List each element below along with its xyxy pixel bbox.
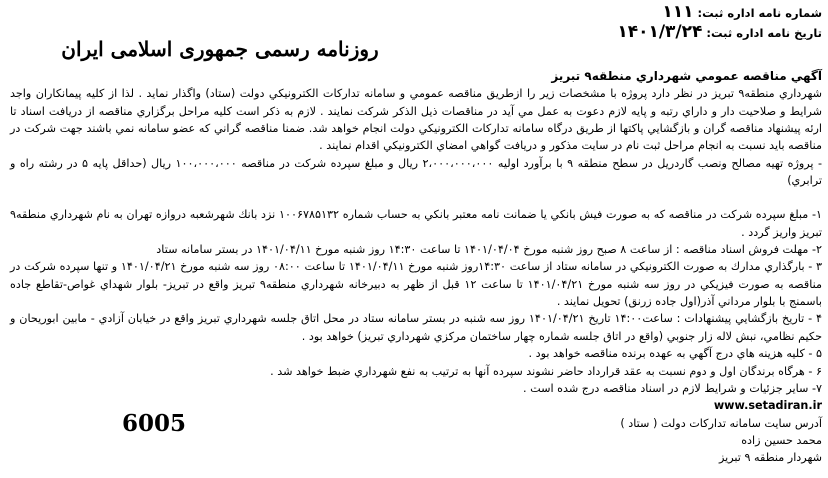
- notice-item: ۱- مبلغ سپرده شركت در مناقصه كه به صورت فيش بانكي يا ضمانت نامه معتبر بانكي به حساب شماره ۱۰۰۶۷۸۵۱۳۲ نزد بانك شهرشعبه دروازه تهران به نام شهرداري منطقه۹ تبريز واريز گردد .: [10, 208, 822, 239]
- ad-code: 6005: [122, 410, 187, 437]
- journal-title: روزنامه رسمی جمهوری اسلامی ایران: [61, 37, 379, 61]
- signatory-name: محمد حسين زاده: [741, 433, 822, 447]
- website-link[interactable]: www.setadiran.ir: [713, 399, 822, 413]
- registration-number: ۱۱۱: [662, 2, 694, 22]
- registration-date: ۱۴۰۱/۳/۲۴: [617, 22, 703, 42]
- notice-item: ۵ - كليه هزينه هاي درج آگهي به عهده برنده مناقصه خواهد بود .: [528, 347, 822, 361]
- spacer: [10, 189, 822, 206]
- notice-item: ۶ - هرگاه برندگان اول و دوم نسبت به عقد قرارداد حاضر نشوند سپرده آنها به ترتيب به نفع شهرداري ضبط خواهد شد .: [270, 364, 822, 378]
- registration-number-label: شماره نامه اداره ثبت:: [697, 6, 822, 20]
- notice-item: ۴ - تاريخ بازگشايي پيشنهادات : ساعت۱۴:۰۰ تاريخ ۱۴۰۱/۰۴/۲۱ روز سه شنبه در بستر سامانه ستاد در محل اتاق جلسه شهرداري تبريز واقع در خيابان آزادي - مابين ابوريحان و حكيم نظامي، نبش لاله زار جنوبي (واقع در اتاق جلسه شماره چهار ساختمان مركزي شهرداري تبريز) خواهد بود .: [10, 312, 822, 343]
- notice-item: ۳ - بارگذاري مدارك به صورت الكترونيكي در سامانه ستاد از ساعت ۱۴:۳۰روز شنبه مورخ ۱۴۰۱/۰۴/۱۱ تا ساعت ۰۸:۰۰ روز سه شنبه مورخ ۱۴۰۱/۰۴/۲۱ و تنها سپرده شركت در مناقصه به صورت فيزيكي در روز سه شنبه مورخ ۱۴۰۱/۰۴/۲۱ تا ساعت ۱۲ قبل از ظهر به دبيرخانه شهرداري منطقه۹ تبريز واقع در تبريز- بلوار شهداي غواص-تقاطع جاده باسمنج با بلوار مرداني آذر(اول جاده زرنق) تحويل نمايند .: [10, 260, 823, 309]
- registration-date-label: تاریخ نامه اداره ثبت:: [706, 26, 822, 40]
- website-caption: آدرس سايت سامانه تداركات دولت ( ستاد ): [620, 416, 822, 430]
- notice-title: آگهي مناقصه عمومي شهرداري منطقه۹ تبريز: [551, 69, 822, 83]
- signatory-title: شهردار منطقه ۹ تبريز: [718, 451, 822, 465]
- notice-intro: شهرداري منطقه۹ تبريز در نظر دارد پروژه با مشخصات زير را ازطريق مناقصه عمومي و سامانه تداركات الكترونيكي دولت (ستاد) واگذار نمايد . لذا از كليه پيمانكاران واجد شرايط و صلاحيت دار و داراي رتبه و پايه لازم دعوت به عمل مي آيد در مناقصات ذيل الذكر شركت نمايند . لازم به ذكر است كليه مراحل برگزاري مناقصه از دريافت اسناد تا ارئه پيشنهاد مناقصه گران و بازگشايي پاكتها از طريق درگاه سامانه تداركات الكترونيكي دولت انجام خواهد شد. ضمنا مناقصه گراني كه عضو سامانه نمي باشند جهت شركت در مناقصه بايد نسبت به انجام مراحل ثبت نام در سايت مذكور و دريافت گواهي امضاي الكترونيكي اقدام نمايند .: [10, 87, 822, 153]
- notice-body: [10, 68, 822, 467]
- registration-date-line: [617, 22, 822, 42]
- notice-item: ۲- مهلت فروش اسناد مناقصه : از ساعت ۸ صبح روز شنبه مورخ ۱۴۰۱/۰۴/۰۴ تا ساعت ۱۴:۳۰ روز شنبه مورخ ۱۴۰۱/۰۴/۱۱ در بستر سامانه ستاد: [156, 243, 822, 257]
- notice-project: - پروژه تهيه مصالح ونصب گاردريل در سطح منطقه ۹ با برآورد اوليه ۲،۰۰۰،۰۰۰،۰۰۰ ريال و مبلغ سپرده شركت در مناقصه ۱۰۰،۰۰۰،۰۰۰ ريال (حداقل پايه ۵ در رشته راه و ترابري): [10, 156, 823, 188]
- notice-item: ۷- ساير جزئيات و شرايط لازم در اسناد مناقصه درج شده است .: [522, 381, 822, 395]
- registration-number-line: [662, 2, 822, 22]
